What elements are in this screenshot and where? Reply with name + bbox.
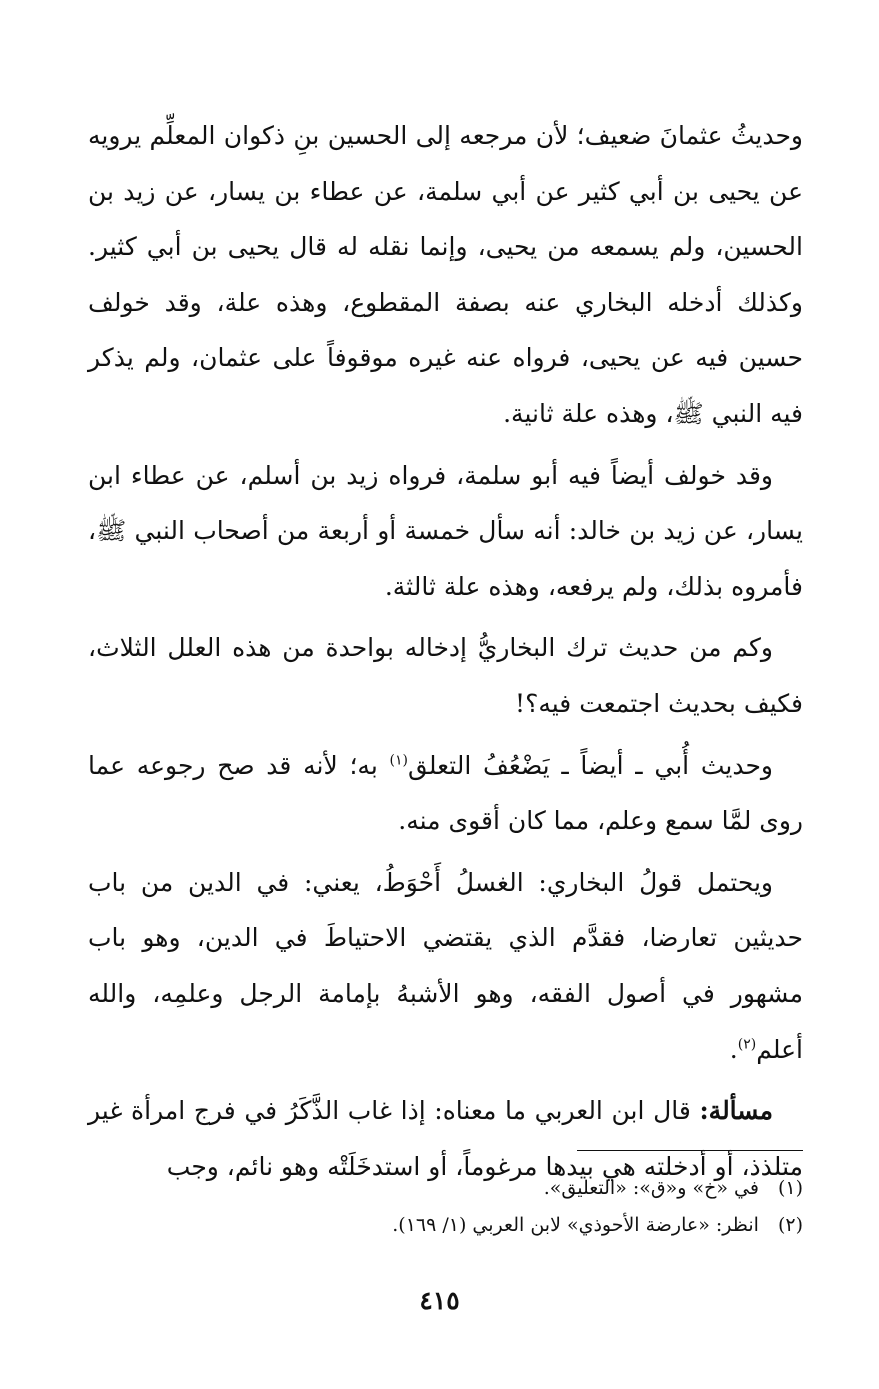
paragraph-5-text: ويحتمل قولُ البخاري: الغسلُ أَحْوَطُ، يعني: في الدين من باب حديثين تعارضا، فقدَّم الذي يقتضي الاحتياطَ في الدين، وهو باب مشهور في أصول الفقه، وهو الأشبهُ بإمامة الرجل وعلمِه، والله أعلم (88, 867, 803, 1064)
footnotes (88, 1170, 803, 1244)
footnote-number: (١) (777, 1177, 803, 1199)
paragraph-3: وكم من حديث ترك البخاريُّ إدخاله بواحدة من هذه العلل الثلاث، فكيف بحديث اجتمعت فيه؟! (88, 633, 803, 718)
page-body (88, 108, 803, 1200)
footnote-text: انظر: «عارضة الأحوذي» لابن العربي (١/ ١٦٩). (392, 1214, 759, 1236)
footnote-text: في «خ» و«ق»: «التعليق». (543, 1177, 759, 1199)
paragraph-4 (88, 738, 803, 849)
issue-label: مسألة: (699, 1096, 773, 1126)
paragraph-6-text: قال ابن العربي ما معناه: إذا غاب الذَّكَرُ في فرج امرأة غير متلذذ، أو أدخلته هي بيدها مرغوماً، أو استدخَلَتْه وهو نائم، وجب (88, 1096, 803, 1181)
page-number: ٤١٥ (419, 1286, 460, 1315)
paragraph-5 (88, 855, 803, 1077)
paragraph-2: وقد خولف أيضاً فيه أبو سلمة، فرواه زيد بن أسلم، عن عطاء ابن يسار، عن زيد بن خالد: أنه سأل خمسة أو أربعة من أصحاب النبي ﷺ، فأمروه بذلك، ولم يرفعه، وهذه علة ثالثة. (88, 460, 803, 601)
footnote-1 (88, 1170, 803, 1207)
footnote-ref-1[interactable]: (١) (389, 752, 408, 769)
paragraph-4-end: به؛ لأنه قد صح رجوعه عما روى لمَّا سمع وعلم، مما كان أقوى منه. (88, 750, 803, 836)
footnote-2 (88, 1207, 803, 1244)
paragraph-1: وحديثُ عثمانَ ضعيف؛ لأن مرجعه إلى الحسين بنِ ذكوان المعلِّم يرويه عن يحيى بن أبي كثير عن أبي سلمة، عن عطاء بن يسار، عن زيد بن الحسين، ولم يسمعه من يحيى، وإنما نقله له قال يحيى بن أبي كثير. وكذلك أدخله البخاري عنه بصفة المقطوع، وهذه علة، وقد خولف حسين فيه عن يحيى، فرواه عنه غيره موقوفاً على عثمان، ولم يذكر فيه النبي ﷺ، وهذه علة ثانية. (88, 121, 803, 428)
paragraph-5-end: . (729, 1034, 738, 1064)
footnote-separator (577, 1150, 803, 1151)
footnote-ref-2[interactable]: (٢) (737, 1036, 757, 1053)
footnote-number: (٢) (777, 1214, 803, 1236)
paragraph-4-start: وحديث أُبي ـ أيضاً ـ يَضْعُفُ التعلق (407, 750, 773, 780)
